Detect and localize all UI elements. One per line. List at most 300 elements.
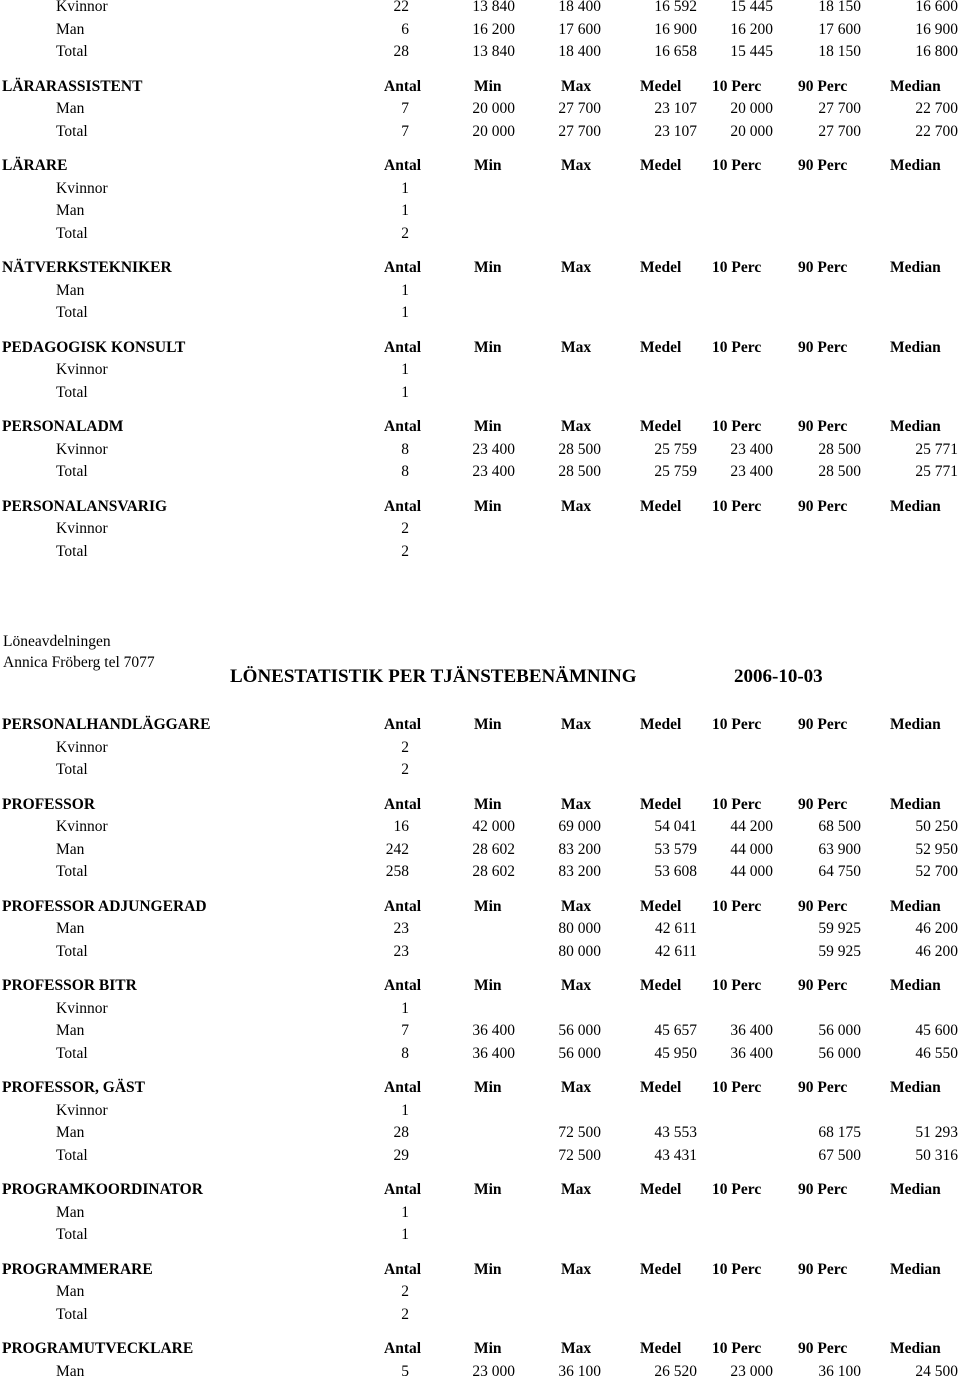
- table-row: [0, 439, 960, 461]
- cell-min: 28 602: [472, 863, 515, 880]
- cell-medel: 42 611: [654, 942, 697, 960]
- group-header-row: [0, 337, 960, 359]
- cell-max: 56 000: [558, 1022, 601, 1039]
- column-header-min: Min: [474, 897, 502, 915]
- column-header-min: Min: [474, 259, 502, 276]
- cell-min: 20 000: [472, 122, 515, 140]
- group-header-row: [0, 76, 960, 98]
- column-header-max: Max: [561, 795, 592, 813]
- cell-min: 42 000: [472, 818, 515, 835]
- row-label: Kvinnor: [56, 0, 108, 15]
- cell-median: 45 600: [915, 1022, 958, 1039]
- column-header-medel: Medel: [640, 77, 682, 95]
- cell-medel: 16 592: [654, 0, 697, 15]
- column-header-p10: 10 Perc: [712, 1079, 762, 1096]
- column-header-median: Median: [890, 418, 941, 435]
- cell-medel: 25 759: [654, 463, 697, 480]
- column-header-p90: 90 Perc: [798, 1340, 848, 1357]
- cell-antal: 1: [401, 1101, 409, 1119]
- column-header-antal: Antal: [384, 338, 422, 356]
- row-label: Man: [56, 20, 85, 38]
- group-title: PERSONALHANDLÄGGARE: [2, 716, 211, 733]
- row-label: Kvinnor: [56, 1101, 108, 1119]
- column-header-p90: 90 Perc: [798, 716, 848, 733]
- table-row: [0, 200, 960, 222]
- cell-median: 52 700: [915, 863, 958, 880]
- group-title: PROFESSOR: [2, 795, 96, 813]
- column-header-antal: Antal: [384, 977, 422, 994]
- cell-medel: 45 657: [654, 1022, 697, 1039]
- column-header-max: Max: [561, 716, 592, 733]
- table-row: [0, 941, 960, 963]
- cell-antal: 2: [401, 1283, 409, 1300]
- column-header-p90: 90 Perc: [798, 497, 848, 515]
- cell-antal: 16: [393, 818, 409, 835]
- column-header-p10: 10 Perc: [712, 977, 762, 994]
- row-label: Kvinnor: [56, 361, 108, 378]
- group-header-row: [0, 416, 960, 438]
- column-header-p10: 10 Perc: [712, 259, 762, 276]
- cell-antal: 1: [401, 281, 409, 299]
- row-label: Man: [56, 1124, 85, 1141]
- group-header-row: [0, 257, 960, 279]
- column-header-min: Min: [474, 977, 502, 994]
- cell-p90: 63 900: [818, 840, 861, 858]
- group-header-row: [0, 975, 960, 997]
- row-label: Man: [56, 100, 85, 117]
- cell-min: 13 840: [472, 43, 515, 60]
- column-header-p90: 90 Perc: [798, 418, 848, 435]
- group-title: PROFESSOR, GÄST: [2, 1079, 145, 1096]
- table-row: [0, 223, 960, 245]
- cell-p90: 67 500: [818, 1146, 861, 1164]
- cell-p90: 36 100: [818, 1362, 861, 1380]
- column-header-median: Median: [890, 157, 941, 174]
- cell-median: 25 771: [915, 440, 958, 458]
- column-header-p90: 90 Perc: [798, 157, 848, 174]
- column-header-max: Max: [561, 1079, 592, 1096]
- column-header-max: Max: [561, 497, 592, 515]
- row-label: Kvinnor: [56, 738, 108, 756]
- table-row: [0, 121, 960, 143]
- cell-antal: 1: [401, 383, 409, 401]
- table-row: [0, 839, 960, 861]
- group-header-row: [0, 714, 960, 736]
- column-header-medel: Medel: [640, 1340, 682, 1357]
- row-label: Total: [56, 224, 88, 242]
- table-row: [0, 1020, 960, 1042]
- column-header-min: Min: [474, 497, 502, 515]
- row-label: Man: [56, 202, 85, 219]
- column-header-min: Min: [474, 157, 502, 174]
- cell-medel: 43 553: [654, 1124, 697, 1141]
- column-header-median: Median: [890, 1181, 941, 1198]
- cell-antal: 29: [393, 1146, 409, 1164]
- cell-medel: 53 579: [654, 840, 697, 858]
- table-row: [0, 280, 960, 302]
- cell-p90: 28 500: [818, 440, 861, 458]
- column-header-medel: Medel: [640, 418, 682, 435]
- cell-antal: 2: [401, 761, 409, 778]
- cell-p10: 44 000: [730, 863, 773, 880]
- row-label: Kvinnor: [56, 179, 108, 197]
- row-label: Total: [56, 1146, 88, 1164]
- cell-medel: 16 658: [654, 43, 697, 60]
- cell-antal: 2: [401, 520, 409, 537]
- cell-medel: 23 107: [654, 122, 697, 140]
- group-header-row: [0, 1179, 960, 1201]
- table-row: [0, 737, 960, 759]
- group-title: PROGRAMUTVECKLARE: [2, 1340, 194, 1357]
- group-header-row: [0, 155, 960, 177]
- column-header-p90: 90 Perc: [798, 1260, 848, 1278]
- row-label: Total: [56, 122, 88, 140]
- row-label: Man: [56, 281, 85, 299]
- row-label: Total: [56, 383, 88, 401]
- cell-medel: 42 611: [654, 920, 697, 937]
- cell-p90: 28 500: [818, 463, 861, 480]
- column-header-medel: Medel: [640, 1181, 682, 1198]
- cell-max: 72 500: [558, 1146, 601, 1164]
- cell-p90: 68 175: [818, 1124, 861, 1141]
- cell-max: 80 000: [558, 942, 601, 960]
- column-header-antal: Antal: [384, 1181, 422, 1198]
- column-header-p10: 10 Perc: [712, 418, 762, 435]
- column-header-p90: 90 Perc: [798, 338, 848, 356]
- cell-p90: 18 150: [818, 43, 861, 60]
- cell-antal: 7: [401, 122, 409, 140]
- table-row: [0, 302, 960, 324]
- cell-min: 36 400: [472, 1044, 515, 1062]
- column-header-medel: Medel: [640, 1079, 682, 1096]
- cell-antal: 8: [401, 1044, 409, 1062]
- table-row: [0, 861, 960, 883]
- cell-max: 69 000: [558, 818, 601, 835]
- column-header-antal: Antal: [384, 418, 422, 435]
- cell-max: 56 000: [558, 1044, 601, 1062]
- cell-antal: 242: [385, 840, 409, 858]
- column-header-p90: 90 Perc: [798, 795, 848, 813]
- column-header-max: Max: [561, 977, 592, 994]
- cell-max: 18 400: [558, 0, 601, 15]
- column-header-antal: Antal: [384, 897, 422, 915]
- table-row: [0, 19, 960, 41]
- column-header-max: Max: [561, 897, 592, 915]
- cell-antal: 6: [401, 20, 409, 38]
- cell-antal: 8: [401, 463, 409, 480]
- cell-p90: 64 750: [818, 863, 861, 880]
- column-header-p10: 10 Perc: [712, 77, 762, 95]
- cell-median: 25 771: [915, 463, 958, 480]
- cell-min: 36 400: [472, 1022, 515, 1039]
- cell-median: 46 200: [915, 920, 958, 937]
- cell-min: 23 000: [472, 1362, 515, 1380]
- cell-medel: 45 950: [654, 1044, 697, 1062]
- column-header-median: Median: [890, 1340, 941, 1357]
- column-header-p10: 10 Perc: [712, 1260, 762, 1278]
- cell-p10: 20 000: [730, 122, 773, 140]
- column-header-medel: Medel: [640, 259, 682, 276]
- row-label: Kvinnor: [56, 440, 108, 458]
- table-row: [0, 1145, 960, 1167]
- cell-p90: 18 150: [818, 0, 861, 15]
- column-header-antal: Antal: [384, 1079, 422, 1096]
- column-header-max: Max: [561, 157, 592, 174]
- table-row: [0, 359, 960, 381]
- cell-p10: 44 000: [730, 840, 773, 858]
- cell-median: 24 500: [915, 1362, 958, 1380]
- cell-antal: 1: [401, 1226, 409, 1243]
- row-label: Total: [56, 761, 88, 778]
- cell-antal: 23: [393, 920, 409, 937]
- column-header-median: Median: [890, 1079, 941, 1096]
- cell-p10: 15 445: [730, 43, 773, 60]
- cell-antal: 2: [401, 738, 409, 756]
- cell-p90: 68 500: [818, 818, 861, 835]
- cell-median: 50 250: [915, 818, 958, 835]
- cell-max: 80 000: [558, 920, 601, 937]
- cell-median: 22 700: [915, 122, 958, 140]
- cell-p10: 16 200: [730, 20, 773, 38]
- table-row: [0, 518, 960, 540]
- cell-min: 23 400: [472, 440, 515, 458]
- table-row: [0, 759, 960, 781]
- group-header-row: [0, 1077, 960, 1099]
- report-title: LÖNESTATISTIK PER TJÄNSTEBENÄMNING: [230, 666, 637, 687]
- group-title: PROFESSOR BITR: [2, 977, 137, 994]
- cell-median: 22 700: [915, 100, 958, 117]
- cell-antal: 258: [385, 863, 409, 880]
- column-header-medel: Medel: [640, 977, 682, 994]
- cell-median: 51 293: [915, 1124, 958, 1141]
- cell-antal: 2: [401, 542, 409, 560]
- table-row: [0, 1361, 960, 1383]
- cell-max: 17 600: [558, 20, 601, 38]
- group-title: PROGRAMMERARE: [2, 1260, 153, 1278]
- group-title: LÄRARASSISTENT: [2, 77, 143, 95]
- cell-max: 83 200: [558, 840, 601, 858]
- table-row: [0, 1122, 960, 1144]
- cell-max: 72 500: [558, 1124, 601, 1141]
- cell-p10: 15 445: [730, 0, 773, 15]
- cell-antal: 23: [393, 942, 409, 960]
- row-label: Total: [56, 1226, 88, 1243]
- cell-max: 27 700: [558, 100, 601, 117]
- row-label: Man: [56, 1362, 85, 1380]
- column-header-antal: Antal: [384, 1260, 422, 1278]
- row-label: Total: [56, 43, 88, 60]
- column-header-median: Median: [890, 1260, 941, 1278]
- table-row: [0, 1224, 960, 1246]
- cell-p10: 36 400: [730, 1022, 773, 1039]
- column-header-p10: 10 Perc: [712, 1181, 762, 1198]
- column-header-p10: 10 Perc: [712, 338, 762, 356]
- group-title: PROGRAMKOORDINATOR: [2, 1181, 203, 1198]
- column-header-p90: 90 Perc: [798, 259, 848, 276]
- table-row: [0, 178, 960, 200]
- cell-p10: 23 400: [730, 463, 773, 480]
- cell-antal: 1: [401, 304, 409, 321]
- cell-max: 83 200: [558, 863, 601, 880]
- column-header-p10: 10 Perc: [712, 795, 762, 813]
- cell-p90: 17 600: [818, 20, 861, 38]
- cell-p90: 59 925: [818, 920, 861, 937]
- column-header-p10: 10 Perc: [712, 157, 762, 174]
- cell-antal: 1: [401, 999, 409, 1017]
- cell-median: 16 900: [915, 20, 958, 38]
- cell-medel: 43 431: [654, 1146, 697, 1164]
- row-label: Total: [56, 1044, 88, 1062]
- cell-medel: 25 759: [654, 440, 697, 458]
- cell-antal: 2: [401, 1305, 409, 1323]
- cell-median: 16 600: [915, 0, 958, 15]
- column-header-max: Max: [561, 338, 592, 356]
- cell-max: 27 700: [558, 122, 601, 140]
- row-label: Total: [56, 463, 88, 480]
- cell-p90: 56 000: [818, 1044, 861, 1062]
- column-header-p10: 10 Perc: [712, 897, 762, 915]
- cell-min: 20 000: [472, 100, 515, 117]
- column-header-min: Min: [474, 77, 502, 95]
- column-header-max: Max: [561, 77, 592, 95]
- table-row: [0, 98, 960, 120]
- cell-median: 52 950: [915, 840, 958, 858]
- cell-median: 50 316: [915, 1146, 958, 1164]
- column-header-medel: Medel: [640, 497, 682, 515]
- contact-info: Annica Fröberg tel 7077: [3, 654, 155, 671]
- column-header-p10: 10 Perc: [712, 1340, 762, 1357]
- table-row: [0, 1100, 960, 1122]
- group-title: PEDAGOGISK KONSULT: [2, 338, 186, 356]
- row-label: Total: [56, 304, 88, 321]
- cell-medel: 53 608: [654, 863, 697, 880]
- column-header-min: Min: [474, 795, 502, 813]
- cell-p90: 59 925: [818, 942, 861, 960]
- group-header-row: [0, 794, 960, 816]
- column-header-p10: 10 Perc: [712, 716, 762, 733]
- row-label: Man: [56, 1022, 85, 1039]
- table-row: [0, 0, 960, 18]
- cell-min: 28 602: [472, 840, 515, 858]
- table-row: [0, 541, 960, 563]
- cell-max: 36 100: [558, 1362, 601, 1380]
- column-header-antal: Antal: [384, 77, 422, 95]
- cell-median: 46 200: [915, 942, 958, 960]
- table-row: [0, 1281, 960, 1303]
- group-title: NÄTVERKSTEKNIKER: [2, 259, 172, 276]
- cell-medel: 26 520: [654, 1362, 697, 1380]
- cell-medel: 54 041: [654, 818, 697, 835]
- department-name: Löneavdelningen: [3, 633, 111, 650]
- cell-antal: 22: [393, 0, 409, 15]
- column-header-median: Median: [890, 338, 941, 356]
- table-row: [0, 918, 960, 940]
- row-label: Total: [56, 542, 88, 560]
- column-header-max: Max: [561, 1340, 592, 1357]
- column-header-median: Median: [890, 259, 941, 276]
- cell-p90: 27 700: [818, 100, 861, 117]
- cell-antal: 1: [401, 1203, 409, 1221]
- column-header-max: Max: [561, 259, 592, 276]
- column-header-antal: Antal: [384, 1340, 422, 1357]
- cell-max: 18 400: [558, 43, 601, 60]
- column-header-antal: Antal: [384, 795, 422, 813]
- cell-p10: 20 000: [730, 100, 773, 117]
- cell-antal: 28: [393, 1124, 409, 1141]
- cell-min: 23 400: [472, 463, 515, 480]
- column-header-median: Median: [890, 77, 941, 95]
- row-label: Total: [56, 942, 88, 960]
- column-header-p10: 10 Perc: [712, 497, 762, 515]
- column-header-antal: Antal: [384, 259, 422, 276]
- cell-antal: 1: [401, 361, 409, 378]
- cell-antal: 28: [393, 43, 409, 60]
- column-header-max: Max: [561, 1181, 592, 1198]
- column-header-medel: Medel: [640, 338, 682, 356]
- column-header-medel: Medel: [640, 795, 682, 813]
- column-header-min: Min: [474, 1260, 502, 1278]
- column-header-min: Min: [474, 1340, 502, 1357]
- cell-median: 46 550: [915, 1044, 958, 1062]
- report-date: 2006-10-03: [734, 666, 823, 687]
- cell-p90: 56 000: [818, 1022, 861, 1039]
- table-row: [0, 382, 960, 404]
- column-header-min: Min: [474, 418, 502, 435]
- table-row: [0, 1304, 960, 1326]
- cell-antal: 1: [401, 179, 409, 197]
- table-row: [0, 998, 960, 1020]
- group-title: PERSONALANSVARIG: [2, 497, 168, 515]
- cell-antal: 5: [401, 1362, 409, 1380]
- cell-max: 28 500: [558, 463, 601, 480]
- row-label: Man: [56, 1283, 85, 1300]
- cell-p10: 44 200: [730, 818, 773, 835]
- column-header-medel: Medel: [640, 897, 682, 915]
- cell-p10: 23 400: [730, 440, 773, 458]
- row-label: Kvinnor: [56, 999, 108, 1017]
- table-row: [0, 1202, 960, 1224]
- column-header-min: Min: [474, 716, 502, 733]
- group-header-row: [0, 1259, 960, 1281]
- page-header: [0, 630, 960, 694]
- cell-p90: 27 700: [818, 122, 861, 140]
- column-header-min: Min: [474, 1079, 502, 1096]
- column-header-antal: Antal: [384, 716, 422, 733]
- cell-antal: 8: [401, 440, 409, 458]
- column-header-max: Max: [561, 418, 592, 435]
- group-header-row: [0, 1338, 960, 1360]
- column-header-antal: Antal: [384, 497, 422, 515]
- column-header-medel: Medel: [640, 716, 682, 733]
- cell-antal: 7: [401, 1022, 409, 1039]
- row-label: Man: [56, 1203, 85, 1221]
- column-header-p90: 90 Perc: [798, 1079, 848, 1096]
- cell-antal: 1: [401, 202, 409, 219]
- cell-median: 16 800: [915, 43, 958, 60]
- cell-min: 13 840: [472, 0, 515, 15]
- column-header-medel: Medel: [640, 157, 682, 174]
- group-title: PROFESSOR ADJUNGERAD: [2, 897, 207, 915]
- table-row: [0, 461, 960, 483]
- column-header-p90: 90 Perc: [798, 77, 848, 95]
- row-label: Kvinnor: [56, 520, 108, 537]
- table-row: [0, 1043, 960, 1065]
- column-header-median: Median: [890, 897, 941, 915]
- column-header-p90: 90 Perc: [798, 897, 848, 915]
- column-header-antal: Antal: [384, 157, 422, 174]
- group-header-row: [0, 496, 960, 518]
- column-header-median: Median: [890, 795, 941, 813]
